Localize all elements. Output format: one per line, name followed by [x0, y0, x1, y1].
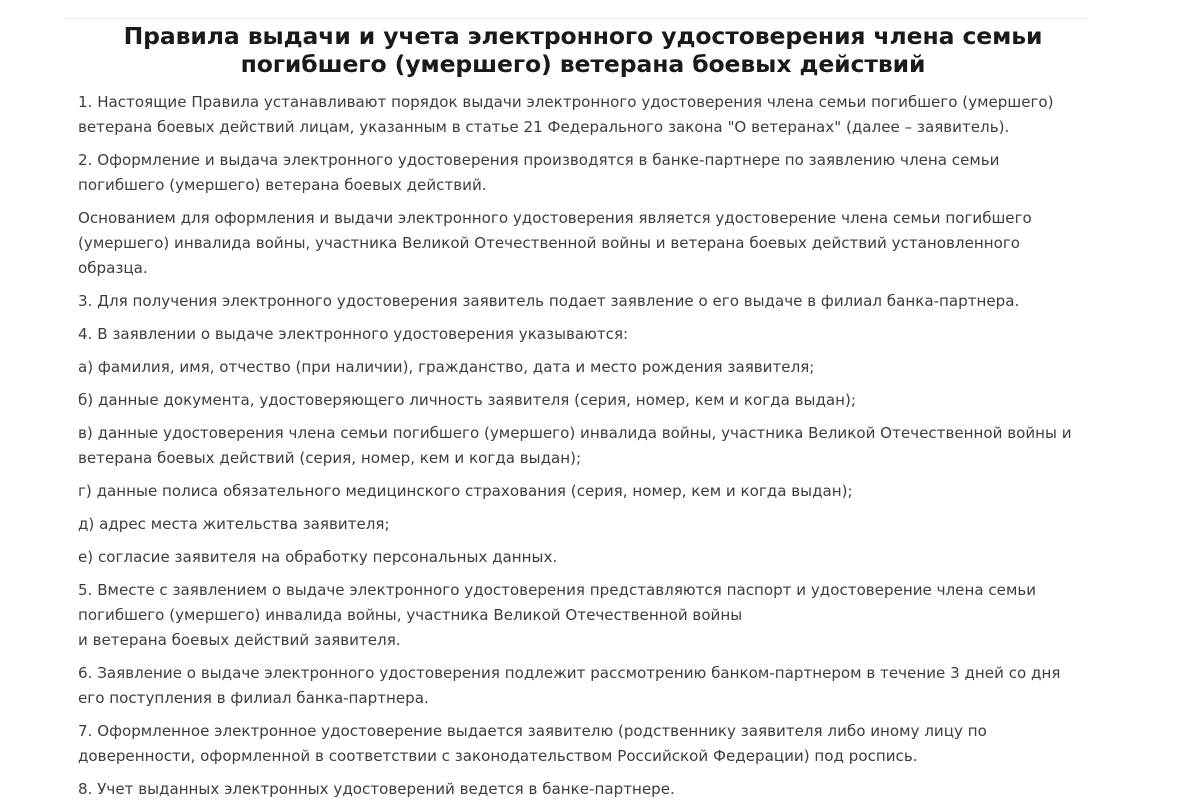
list-item-v: в) данные удостоверения члена семьи погибшего (умершего) инвалида войны, участника Великой Отечественной войны и ветерана боевых действий (серия, номер, кем и когда выдан);	[78, 424, 1072, 467]
list-item-b: б) данные документа, удостоверяющего личность заявителя (серия, номер, кем и когда выдан);	[78, 391, 856, 409]
list-item-e: е) согласие заявителя на обработку персональных данных.	[78, 548, 558, 566]
list-item-g: г) данные полиса обязательного медицинского страхования (серия, номер, кем и когда выдан);	[78, 482, 853, 500]
paragraph-2-basis: Основанием для оформления и выдачи электронного удостоверения является удостоверение члена семьи погибшего (умершего) инвалида войны, участника Великой Отечественной войны и ветерана боевых действий установленного образца.	[78, 209, 1032, 277]
paragraph-8: 8. Учет выданных электронных удостоверений ведется в банке-партнере.	[78, 780, 675, 798]
top-divider	[64, 18, 1088, 19]
paragraph-6: 6. Заявление о выдаче электронного удостоверения подлежит рассмотрению банком-партнером в течение 3 дней со дня его поступления в филиал банка-партнера.	[78, 664, 1061, 707]
paragraph-3: 3. Для получения электронного удостоверения заявитель подает заявление о его выдаче в филиал банка-партнера.	[78, 292, 1020, 310]
paragraph-5: 5. Вместе с заявлением о выдаче электронного удостоверения представляются паспорт и удостоверение члена семьи погибшего (умершего) инвалида войны, участника Великой Отечественной войны и ветерана боевых действий заявителя.	[78, 581, 1037, 649]
document-body	[78, 22, 1088, 810]
document-title: Правила выдачи и учета электронного удостоверения члена семьи погибшего (умершего) ветерана боевых действий	[123, 22, 1043, 78]
paragraph-1: 1. Настоящие Правила устанавливают порядок выдачи электронного удостоверения члена семьи погибшего (умершего) ветерана боевых действий лицам, указанным в статье 21 Федерального закона "О ветеранах" (далее – заявитель).	[78, 93, 1054, 136]
paragraph-2: 2. Оформление и выдача электронного удостоверения производятся в банке-партнере по заявлению члена семьи погибшего (умершего) ветерана боевых действий.	[78, 151, 1000, 194]
paragraph-4: 4. В заявлении о выдаче электронного удостоверения указываются:	[78, 325, 629, 343]
list-item-d: д) адрес места жительства заявителя;	[78, 515, 390, 533]
list-item-a: а) фамилия, имя, отчество (при наличии), гражданство, дата и место рождения заявителя;	[78, 358, 815, 376]
paragraph-7: 7. Оформленное электронное удостоверение выдается заявителю (родственнику заявителя либо иному лицу по доверенности, оформленной в соответствии с законодательством Российской Федерации) под роспись.	[78, 722, 987, 765]
